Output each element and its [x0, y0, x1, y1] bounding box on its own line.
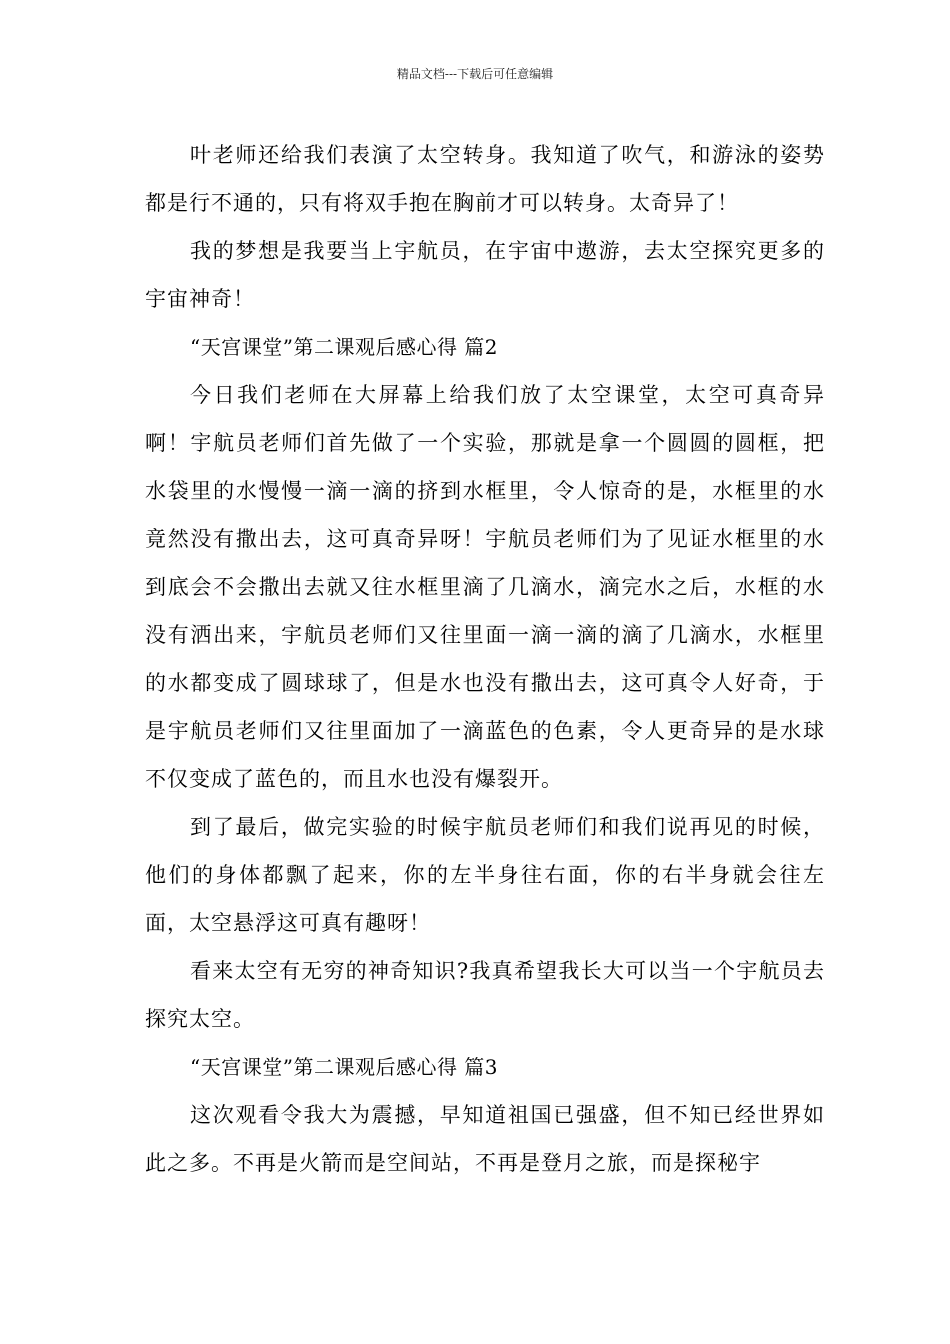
paragraph-2: 我的梦想是我要当上宇航员，在宇宙中遨游，去太空探究更多的宇宙神奇！: [145, 239, 825, 311]
paragraph-5: 看来太空有无穷的神奇知识?我真希望我长大可以当一个宇航员去探究太空。: [145, 959, 825, 1031]
paragraph-4: 到了最后，做完实验的时候宇航员老师们和我们说再见的时候，他们的身体都飘了起来，你的左半身往右面，你的右半身就会往左面，太空悬浮这可真有趣呀！: [145, 815, 825, 935]
page-header: 精品文档---下载后可任意编辑: [396, 67, 554, 81]
document-body: [145, 131, 825, 1187]
paragraph-1: 叶老师还给我们表演了太空转身。我知道了吹气，和游泳的姿势都是行不通的，只有将双手抱在胸前才可以转身。太奇异了！: [145, 143, 825, 215]
paragraph-6: 这次观看令我大为震撼，早知道祖国已强盛，但不知已经世界如此之多。不再是火箭而是空间站，不再是登月之旅，而是探秘宇: [145, 1103, 825, 1175]
paragraph-3: 今日我们老师在大屏幕上给我们放了太空课堂，太空可真奇异啊！宇航员老师们首先做了一个实验，那就是拿一个圆圆的圆框，把水袋里的水慢慢一滴一滴的挤到水框里，令人惊奇的是，水框里的水竟然没有撒出去，这可真奇异呀！宇航员老师们为了见证水框里的水到底会不会撒出去就又往水框里滴了几滴水，滴完水之后，水框的水没有洒出来，宇航员老师们又往里面一滴一滴的滴了几滴水，水框里的水都变成了圆球球了，但是水也没有撒出去，这可真令人好奇，于是宇航员老师们又往里面加了一滴蓝色的色素，令人更奇异的是水球不仅变成了蓝色的，而且水也没有爆裂开。: [145, 383, 825, 791]
section-heading-3: “天宫课堂”第二课观后感心得 篇3: [190, 1055, 499, 1079]
section-heading-2: “天宫课堂”第二课观后感心得 篇2: [190, 335, 499, 359]
